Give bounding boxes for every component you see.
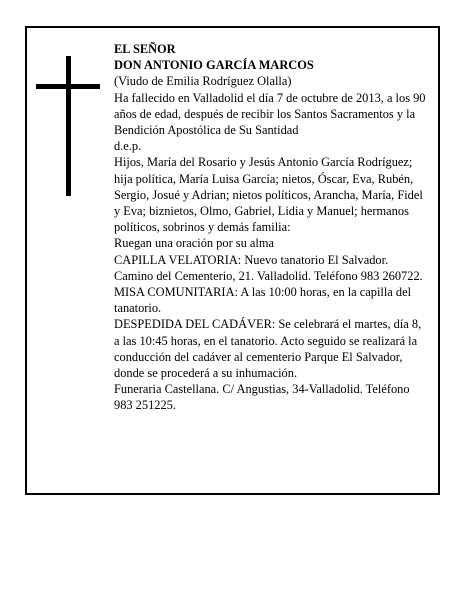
chapel: CAPILLA VELATORIA: Nuevo tanatorio El Salvador. Camino del Cementerio, 21. Valladolid. Teléfono 983 260722. <box>114 252 423 283</box>
cross-icon <box>66 56 71 196</box>
rip: d.e.p. <box>114 139 142 154</box>
title: EL SEÑOR <box>114 42 176 56</box>
mass: MISA COMUNITARIA: A las 10:00 horas, en la capilla del tanatorio. <box>114 285 412 316</box>
funeral-home: Funeraria Castellana. C/ Angustias, 34-Valladolid. Teléfono 983 251225. <box>114 382 410 413</box>
prayer: Ruegan una oración por su alma <box>114 236 274 251</box>
family: Hijos, María del Rosario y Jesús Antonio García Rodríguez; hija política, María Luisa García; nietos, Óscar, Eva, Rubén, Sergio, Josué y Adrian; nietos políticos, Arancha, María, Fidel y Eva; biznietos, Olmo, Gabriel, Lidia y Manuel; hermanos políticos, sobrinos y demás familia: <box>114 155 423 235</box>
death-notice: Ha fallecido en Valladolid el día 7 de octubre de 2013, a los 90 años de edad, después de recibir los Santos Sacramentos y la Bendición Apostólica de Su Santidad <box>114 90 426 138</box>
obituary-text <box>114 41 426 414</box>
farewell: DESPEDIDA DEL CADÁVER: Se celebrará el martes, día 8, a las 10:45 horas, en el tanatorio. Acto seguido se realizará la conducción del cadáver al cementerio Parque El Salvador, donde se procederá a su inhumación. <box>114 317 422 381</box>
widow-of: (Viudo de Emilia Rodríguez Olalla) <box>114 74 292 89</box>
deceased-name: DON ANTONIO GARCÍA MARCOS <box>114 58 314 73</box>
cross-icon-bar <box>36 84 100 89</box>
